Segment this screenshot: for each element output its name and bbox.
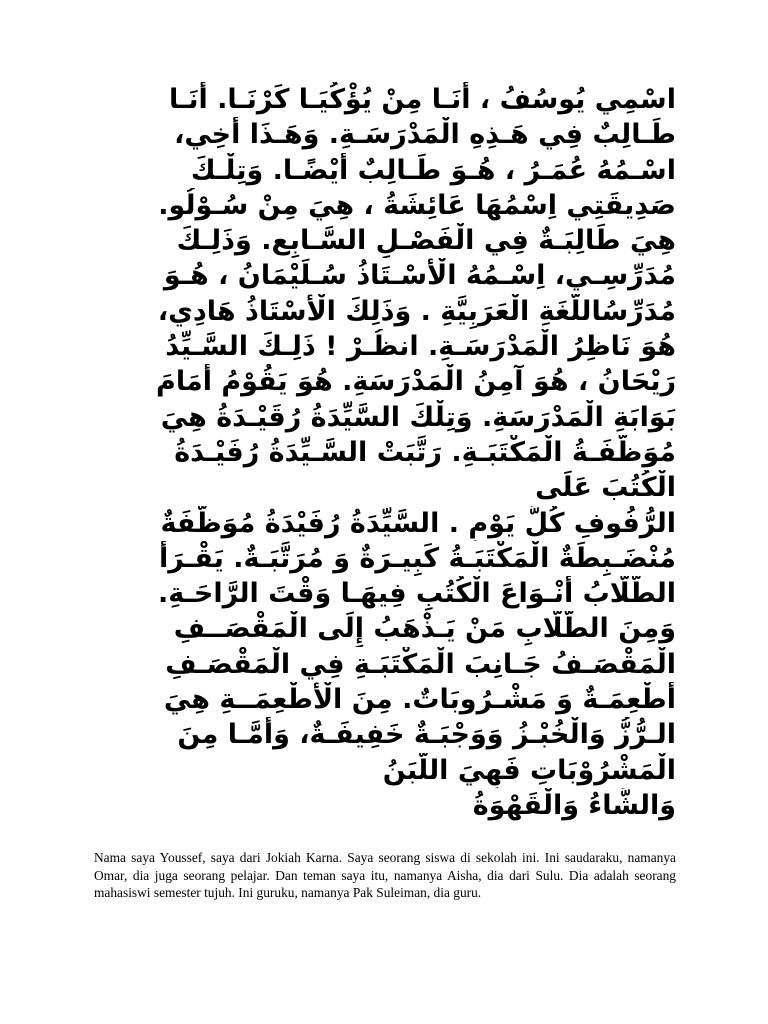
arabic-line: مُوَظَّفَـةُ الْمَكْتَبَـةِ. رَتَّبَتْ السَّـيِّدَةُ رُفَيْـدَةُ bbox=[174, 436, 676, 468]
arabic-line: طَـالِبٌ فِي هَـذِهِ الْمَدْرَسَـةِ. وَهَـذَا أَخِي، bbox=[174, 119, 676, 151]
arabic-line: بَوَابَةِ الْمَدْرَسَةِ. وَتِلْكَ السَّيِّدَةُ رُقَيْـدَةُ هِيَ bbox=[160, 401, 676, 433]
arabic-line: الرُّفُوفِ كُلَّ يَوْمٍ . السَّيِّدَةُ رُفَيْدَةُ مُوَظَّفَةٌ bbox=[160, 507, 676, 539]
arabic-line: الْمَشْرُوْبَاتِ فَهِيَ اللَّبَنُ bbox=[382, 754, 676, 786]
arabic-line: وَمِنَ الطُّلَّابِ مَنْ يَـذْهَبُ إِلَى الْمَقْصَــفِ bbox=[173, 613, 676, 645]
arabic-line: أَطْعِمَـةٌ وَ مَشْـرُوبَاتٌ. مِنَ الْأَطْعِمَــةِ هِيَ bbox=[163, 684, 676, 716]
arabic-line: الطُّلَّابُ أَنْـوَاعَ الْكُتُبِ فِيهَـا وَقْتَ الرَّاحَـةِ. bbox=[158, 578, 676, 610]
arabic-line: اسْمِي يُوسُفُ ، أَنَـا مِنْ يُؤْكُيَـا كَرْنَـا. أَنَـا bbox=[168, 84, 676, 115]
arabic-line: صَدِيقَتِي اِسْمُهَا عَائِشَةُ ، هِيَ مِنْ سُـوْلُو. bbox=[158, 189, 676, 221]
arabic-line: هُوَ نَاظِرُ الْمَدْرَسَـةِ. انظُـرْ ! ذَلِـكَ السَّـيِّدُ bbox=[165, 331, 676, 363]
arabic-line: مُدَرِّسِـي، اِسْـمُهُ الْأُسْـتَاذُ سُـلَيْمَانُ ، هُـوَ bbox=[163, 260, 676, 292]
arabic-line: الـرُّزُّ وَالْخُبْـزُ وَوَجْبَـةٌ خَفِيفَـةٌ، وَأَمَّـا مِنَ bbox=[177, 719, 676, 751]
arabic-line: هِيَ طَالِبَـةٌ فِي الْفَصْـلِ السَّـابِع. وَذَلِـكَ bbox=[176, 225, 676, 257]
arabic-line: رَيْحَانُ ، هُوَ آمِنُ الْمَدْرَسَةِ. هُوَ يَقُوْمُ أَمَامَ bbox=[156, 366, 676, 398]
arabic-line: مُدَرِّسُاللُّغَةِ الْعَرَبِيَّةِ . وَذَلِكَ الْأُسْتَاذُ هَادِي، bbox=[157, 295, 676, 327]
arabic-passage bbox=[94, 82, 676, 823]
translation-paragraph: Nama saya Youssef, saya dari Jokiah Karna. Saya seorang siswa di sekolah ini. Ini saudaraku, namanya Omar, dia juga seorang pelajar. Dan teman saya itu, namanya Aisha, dia dari Sulu. Dia adalah seorang mahasiswi semester tujuh. Ini guruku, namanya Pak Suleiman, dia guru. bbox=[94, 850, 676, 901]
arabic-line: مُنْضَـبِطَةٌ الْمَكْتَبَـةُ كَبِيـرَةٌ وَ مُرَتَّبَـةٌ. يَقْـرَأُ bbox=[159, 542, 676, 574]
arabic-line: وَالشَّاءُ وَالْقَهْوَةُ bbox=[472, 789, 676, 821]
arabic-line: الْكُتُبَ عَلَى bbox=[535, 472, 676, 504]
arabic-line: اسْـمُهُ عُمَـرُ ، هُـوَ طَـالِبٌ أَيْضًـا. وَتِلْـكَ bbox=[190, 154, 676, 186]
arabic-line: الْمَقْصَـفُ جَـانِبَ الْمَكْتَبَـةِ فِي الْمَقْصَـفِ bbox=[165, 648, 676, 680]
